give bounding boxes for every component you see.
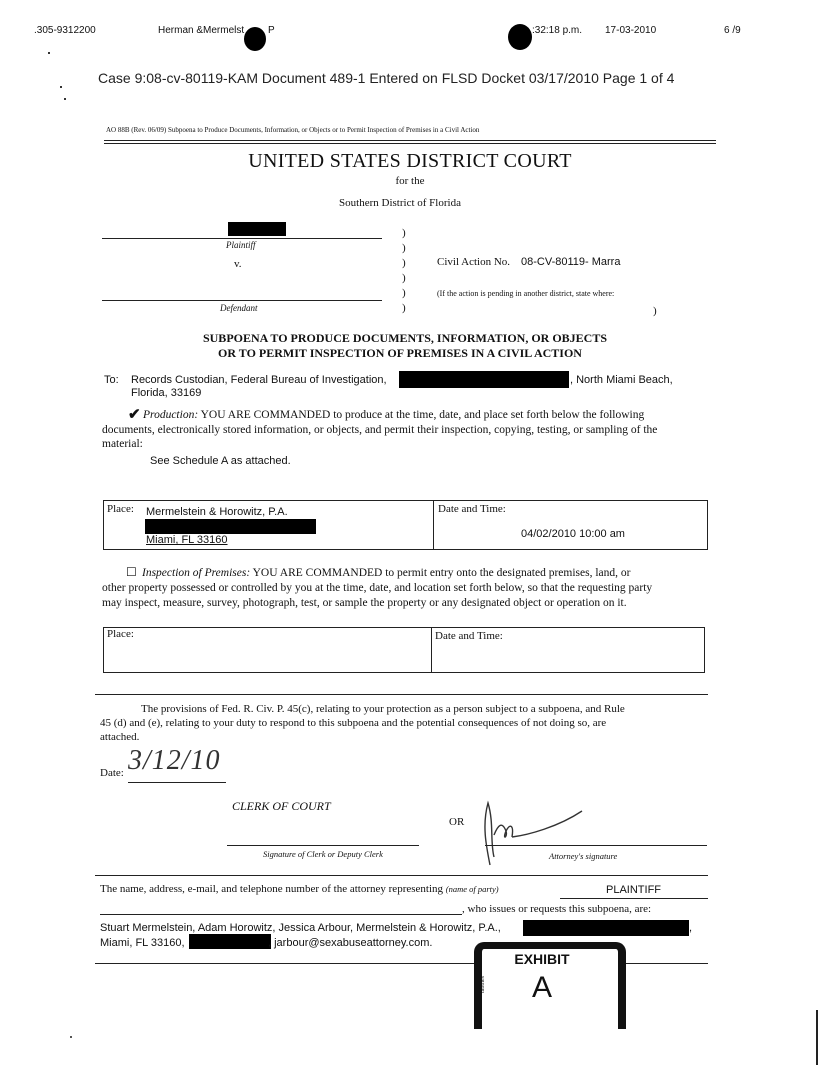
attorney-names-end: , bbox=[689, 922, 693, 934]
inspection-line-1 bbox=[142, 567, 630, 579]
production-place-name: Mermelstein & Horowitz, P.A. bbox=[146, 506, 288, 518]
recipient-city: , North Miami Beach, bbox=[570, 374, 673, 386]
production-line-1 bbox=[143, 409, 644, 421]
redaction-bar bbox=[145, 519, 316, 534]
case-header: Case 9:08-cv-80119-KAM Document 489-1 Entered on FLSD Docket 03/17/2010 Page 1 of 4 bbox=[98, 70, 675, 86]
clerk-signature-line bbox=[227, 845, 419, 846]
fax-speck bbox=[48, 52, 50, 54]
versus-label: v. bbox=[234, 258, 242, 270]
exhibit-letter: A bbox=[531, 971, 552, 1004]
fax-phone: .305-9312200 bbox=[34, 25, 96, 36]
inspection-place-label: Place: bbox=[107, 628, 134, 640]
production-line-2: documents, electronically stored information, or objects, and permit their inspection, copying, testing, or sampling of the bbox=[102, 424, 658, 436]
civil-action-label: Civil Action No. bbox=[437, 256, 511, 268]
attorney-intro bbox=[100, 883, 499, 895]
divider bbox=[95, 875, 708, 876]
clerk-of-court-label: CLERK OF COURT bbox=[232, 799, 331, 813]
production-check-icon: ✔ bbox=[128, 407, 141, 423]
pending-note: (If the action is pending in another district, state where: bbox=[437, 289, 615, 298]
box-divider bbox=[431, 627, 432, 672]
name-of-party-label: (name of party) bbox=[445, 884, 499, 894]
redaction-blob bbox=[244, 27, 266, 51]
party-line-2 bbox=[100, 914, 462, 915]
plaintiff-label: Plaintiff bbox=[226, 240, 256, 250]
fax-date: 17-03-2010 bbox=[605, 25, 657, 36]
inspection-text-1: to permit entry onto the designated premises, land, or bbox=[385, 567, 631, 579]
fax-speck bbox=[60, 86, 62, 88]
production-command: YOU ARE COMMANDED bbox=[200, 409, 331, 421]
plaintiff-line bbox=[102, 238, 382, 239]
box-divider bbox=[433, 500, 434, 549]
attorney-city: Miami, FL 33160, bbox=[100, 937, 185, 949]
or-label: OR bbox=[449, 816, 465, 828]
exhibit-tab-brand: tabbles bbox=[480, 976, 486, 993]
party-name: PLAINTIFF bbox=[606, 884, 662, 896]
divider bbox=[104, 140, 716, 141]
fax-speck bbox=[64, 98, 66, 100]
divider bbox=[104, 143, 716, 144]
divider bbox=[612, 963, 708, 964]
divider bbox=[95, 694, 708, 695]
production-datetime-label: Date and Time: bbox=[438, 503, 506, 515]
production-label: Production: bbox=[143, 409, 199, 421]
production-place-label: Place: bbox=[107, 503, 134, 515]
redaction-bar bbox=[189, 934, 271, 949]
fax-speck bbox=[70, 1036, 72, 1038]
production-place-city: Miami, FL 33160 bbox=[146, 534, 228, 546]
recipient-state-zip: Florida, 33169 bbox=[131, 387, 202, 399]
redaction-bar bbox=[523, 920, 689, 936]
production-text-1: to produce at the time, date, and place set forth below the following bbox=[333, 409, 645, 421]
exhibit-title: EXHIBIT bbox=[514, 951, 570, 967]
inspection-label: Inspection of Premises: bbox=[142, 567, 251, 579]
date-line bbox=[128, 782, 226, 783]
production-line-3: material: bbox=[102, 438, 143, 450]
redaction-bar bbox=[228, 222, 286, 236]
to-label: To: bbox=[104, 374, 119, 386]
exhibit-tab bbox=[474, 942, 626, 1029]
redaction-blob bbox=[508, 24, 532, 50]
fax-sender-tail: P bbox=[268, 25, 275, 36]
inspection-datetime-label: Date and Time: bbox=[435, 630, 503, 642]
provisions-line-3: attached. bbox=[100, 731, 140, 743]
defendant-label: Defendant bbox=[220, 303, 258, 313]
inspection-place-box bbox=[103, 627, 705, 673]
inspection-command: YOU ARE COMMANDED bbox=[252, 567, 383, 579]
form-id: AO 88B (Rev. 06/09) Subpoena to Produce Documents, Information, or Objects or to Permit Inspection of Premises in a Civil Action bbox=[106, 126, 480, 134]
production-schedule: See Schedule A as attached. bbox=[150, 455, 291, 467]
court-title: UNITED STATES DISTRICT COURT bbox=[248, 150, 572, 172]
issues-text: , who issues or requests this subpoena, are: bbox=[462, 903, 652, 915]
subpoena-title-2: OR TO PERMIT INSPECTION OF PREMISES IN A CIVIL ACTION bbox=[218, 346, 582, 360]
attorney-intro-text: The name, address, e-mail, and telephone number of the attorney representing bbox=[100, 883, 444, 895]
attorney-names: Stuart Mermelstein, Adam Horowitz, Jessica Arbour, Mermelstein & Horowitz, P.A., bbox=[100, 922, 501, 934]
defendant-line bbox=[102, 300, 382, 301]
attorney-email: , jarbour@sexabuseattorney.com. bbox=[268, 937, 433, 949]
recipient-name: Records Custodian, Federal Bureau of Investigation, bbox=[131, 374, 387, 386]
provisions-line-2: 45 (d) and (e), relating to your duty to respond to this subpoena and the potential consequences of not doing so, are bbox=[100, 717, 607, 729]
attorney-signature-label: Attorney's signature bbox=[549, 851, 618, 861]
divider bbox=[95, 963, 475, 964]
inspection-checkbox-icon: ☐ bbox=[126, 565, 137, 579]
fax-page: 6 /9 bbox=[724, 25, 741, 36]
court-district: Southern District of Florida bbox=[339, 197, 461, 209]
handwritten-date: 3/12/10 bbox=[128, 745, 221, 776]
attorney-signature bbox=[468, 795, 588, 875]
clerk-signature-label: Signature of Clerk or Deputy Clerk bbox=[263, 849, 383, 859]
attorney-signature-line bbox=[485, 845, 707, 846]
scan-edge bbox=[816, 1010, 818, 1065]
court-for-the: for the bbox=[395, 175, 425, 187]
date-label: Date: bbox=[100, 767, 124, 779]
fax-time: :32:18 p.m. bbox=[532, 25, 583, 36]
inspection-line-3: may inspect, measure, survey, photograph, test, or sample the property or any designated object or operation on it. bbox=[102, 597, 627, 609]
fax-sender: Herman &Mermelst bbox=[158, 25, 245, 36]
party-line bbox=[560, 898, 708, 899]
inspection-line-2: other property possessed or controlled by you at the time, date, and location set forth below, so that the requesting party bbox=[102, 582, 653, 594]
civil-action-number: 08-CV-80119- Marra bbox=[521, 256, 621, 268]
production-datetime-value: 04/02/2010 10:00 am bbox=[521, 528, 625, 540]
caption-brackets: ) ) ) ) ) ) bbox=[402, 227, 406, 314]
subpoena-title-1: SUBPOENA TO PRODUCE DOCUMENTS, INFORMATION, OR OBJECTS bbox=[202, 331, 608, 345]
pending-close: ) bbox=[653, 305, 657, 317]
provisions-line-1: The provisions of Fed. R. Civ. P. 45(c), relating to your protection as a person subject to a subpoena, and Rule bbox=[141, 703, 625, 715]
redaction-bar bbox=[399, 371, 569, 388]
